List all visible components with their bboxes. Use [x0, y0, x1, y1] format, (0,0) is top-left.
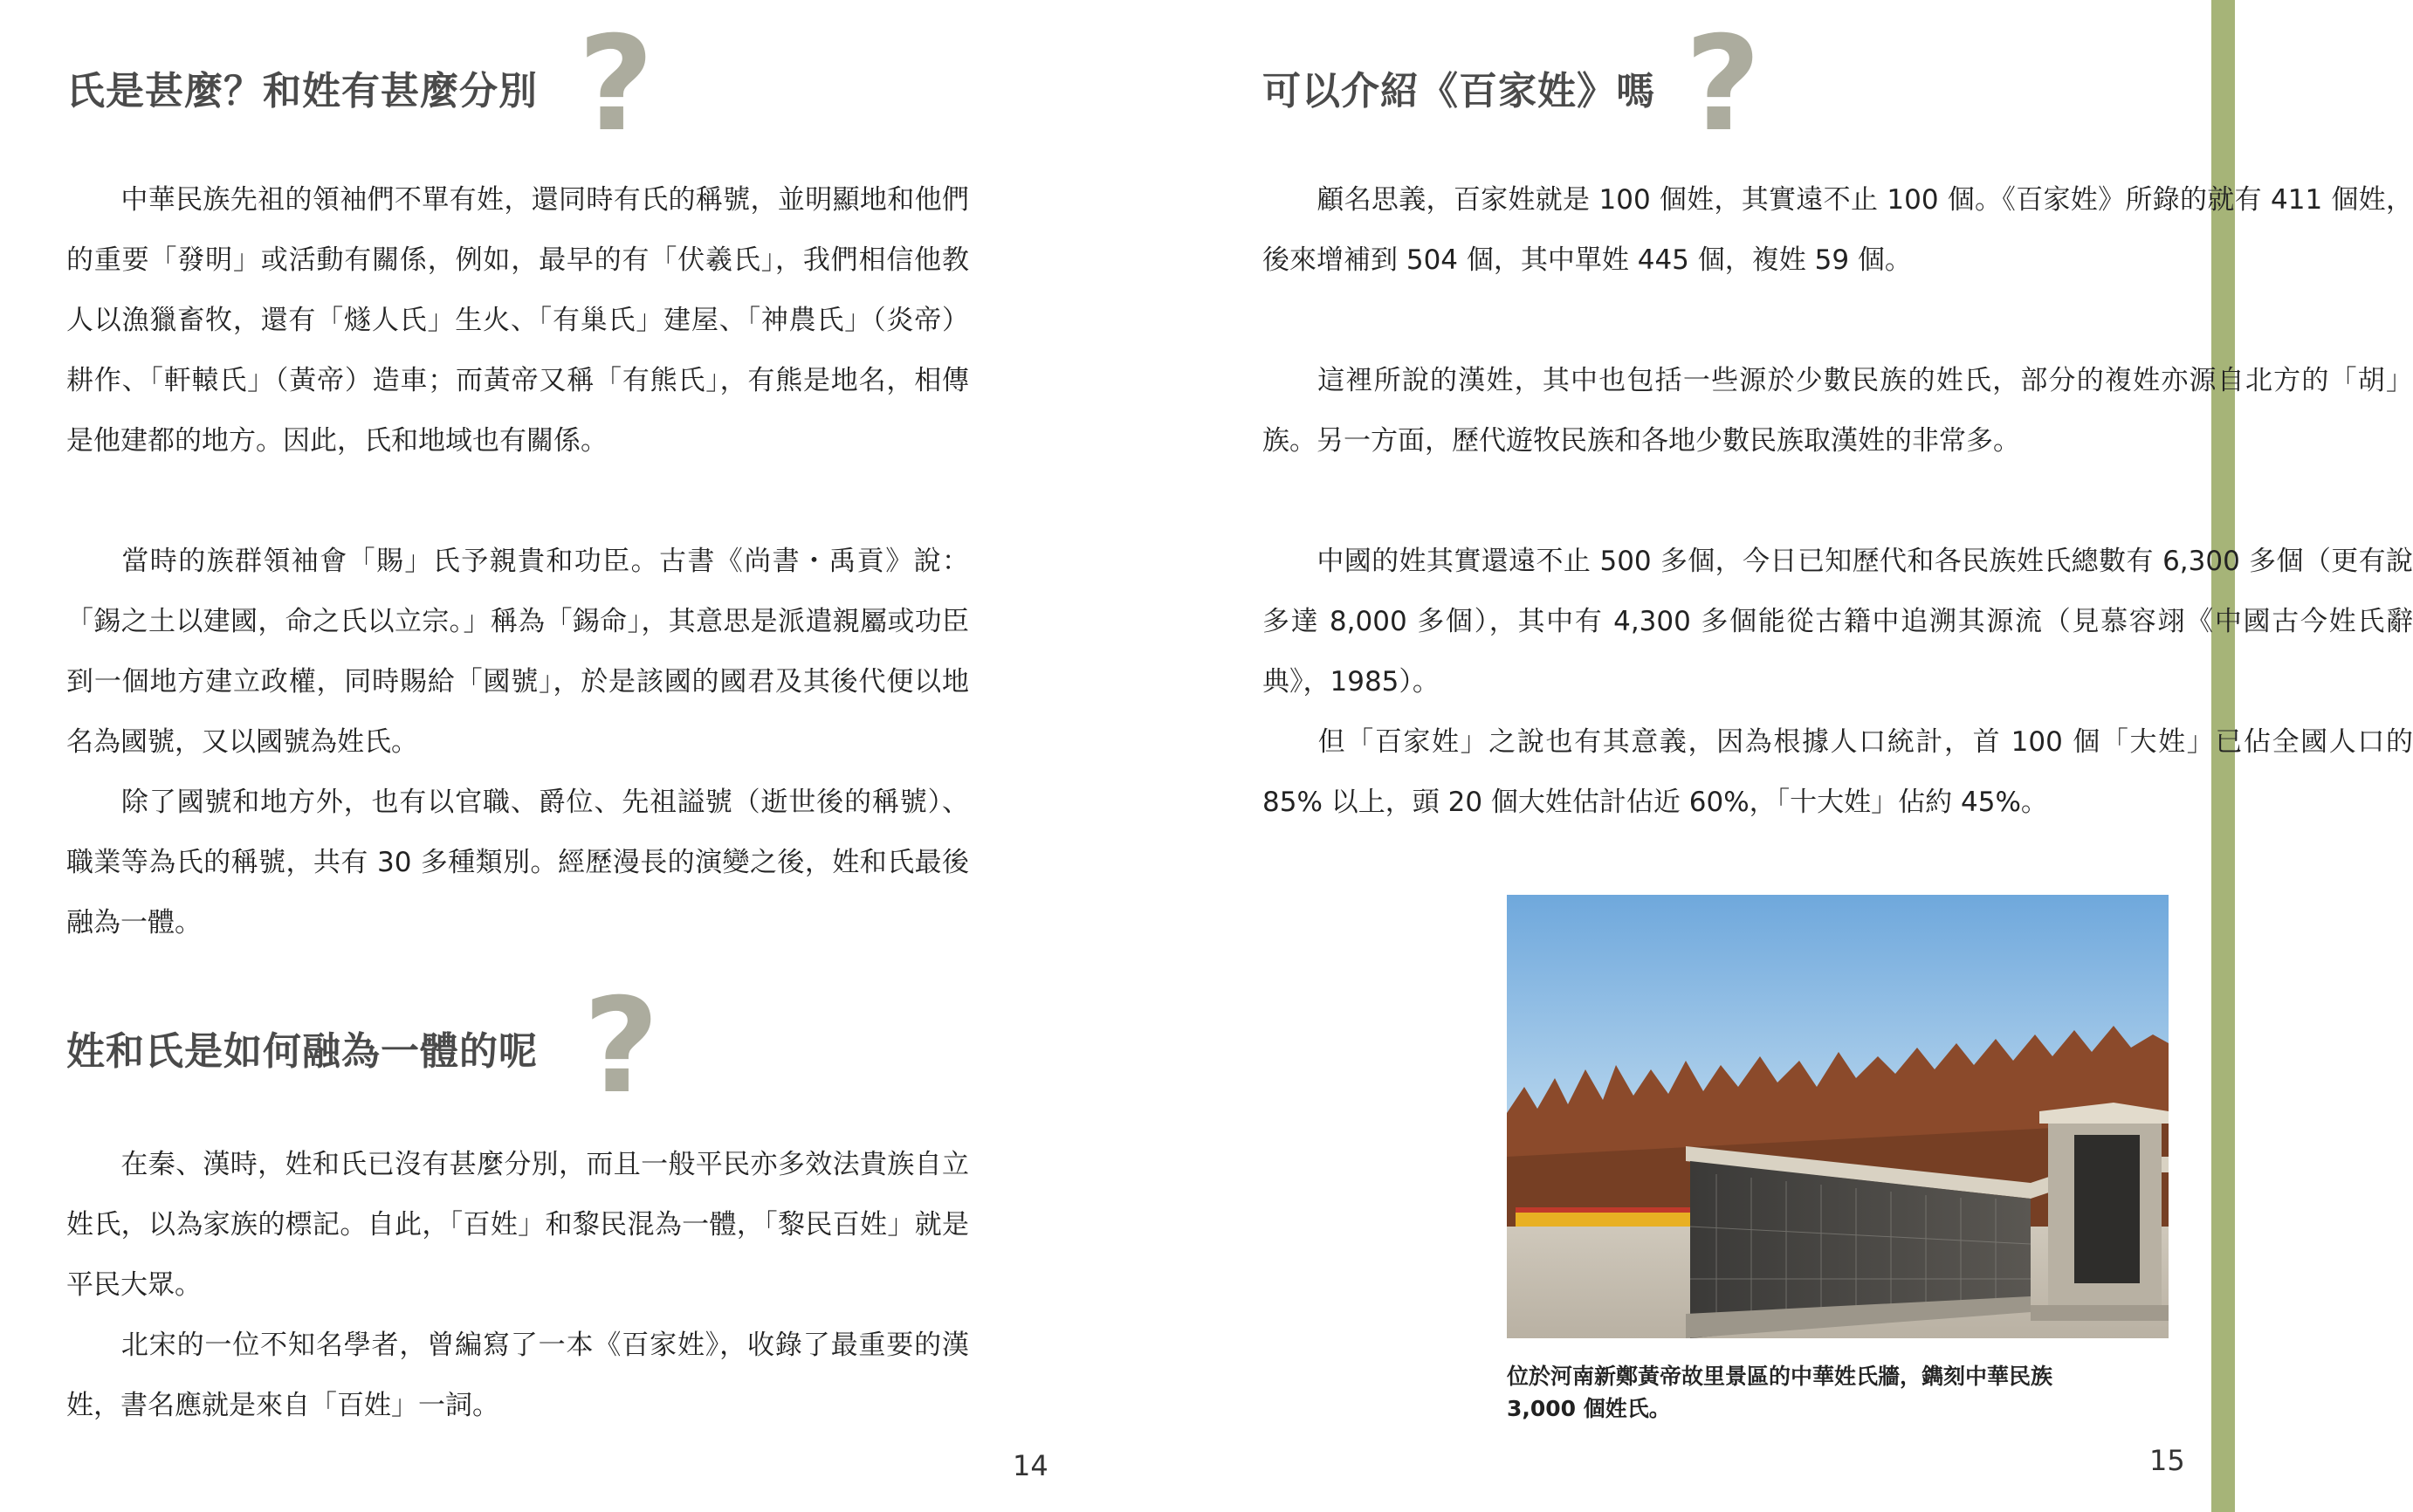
paragraph: 在秦、漢時，姓和氏已沒有甚麼分別，而且一般平民亦多效法貴族自立姓氏，以為家族的標記。自此，「百姓」和黎民混為一體，「黎民百姓」就是平民大眾。: [66, 1149, 969, 1301]
paragraph: 這裡所說的漢姓，其中也包括一些源於少數民族的姓氏，部分的複姓亦源自北方的「胡」族。另一方面，歷代遊牧民族和各地少數民族取漢姓的非常多。: [1262, 365, 2413, 457]
paragraph: 當時的族群領袖會「賜」氏予親貴和功臣。古書《尚書・禹貢》說：「錫之土以建國，命之氏以立宗。」稱為「錫命」，其意思是派遣親屬或功臣到一個地方建立政權，同時賜給「國號」，於是該國的國君及其後代便以地名為國號，又以國號為姓氏。: [66, 546, 969, 758]
page-number: 14: [1013, 1449, 1048, 1482]
page-number: 15: [2149, 1444, 2185, 1477]
surname-wall-photo: [1507, 895, 2169, 1338]
paragraph: 中華民族先祖的領袖們不單有姓，還同時有氏的稱號，並明顯地和他們的重要「發明」或活動有關係，例如，最早的有「伏羲氏」，我們相信他教人以漁獵畜牧，還有「燧人氏」生火、「有巢氏」建屋、「神農氏」（炎帝）耕作、「軒轅氏」（黃帝）造車；而黃帝又稱「有熊氏」，有熊是地名，相傳是他建都的地方。因此，氏和地域也有關係。: [66, 184, 969, 457]
section-heading-merge: 姓和氏是如何融為一體的呢: [66, 1029, 538, 1074]
section-heading-hundred-surnames: 可以介紹《百家姓》嗎: [1262, 69, 1655, 113]
photo-caption: 位於河南新鄭黃帝故里景區的中華姓氏牆，鐫刻中華民族 3,000 個姓氏。: [1507, 1364, 2053, 1421]
paragraph: 除了國號和地方外，也有以官職、爵位、先祖謚號（逝世後的稱號）、職業等為氏的稱號，共有 30 多種類別。經歷漫長的演變之後，姓和氏最後融為一體。: [66, 787, 969, 938]
paragraph: 但「百家姓」之說也有其意義，因為根據人口統計，首 100 個「大姓」已佔全國人口的 85% 以上，頭 20 個大姓估計佔近 60%，「十大姓」佔約 45%。: [1262, 726, 2413, 818]
paragraph: 北宋的一位不知名學者，曾編寫了一本《百家姓》，收錄了最重要的漢姓，書名應就是來自「百姓」一詞。: [66, 1330, 969, 1421]
question-mark-icon: ?: [583, 971, 660, 1123]
left-page: [0, 0, 1117, 1512]
question-mark-icon: ?: [578, 9, 655, 161]
paragraph: 中國的姓其實還遠不止 500 多個，今日已知歷代和各民族姓氏總數有 6,300 多個（更有說多達 8,000 多個），其中有 4,300 多個能從古籍中追溯其源流（見慕容翊《中國古今姓氏辭典》，1985）。: [1262, 546, 2413, 698]
paragraph: 顧名思義，百家姓就是 100 個姓，其實遠不止 100 個。《百家姓》所錄的就有 411 個姓，後來增補到 504 個，其中單姓 445 個，複姓 59 個。: [1262, 184, 2413, 276]
right-page: [1117, 0, 2413, 1512]
section-heading-surname-clan: 氏是甚麼？和姓有甚麼分別: [66, 69, 538, 113]
question-mark-icon: ?: [1685, 9, 1762, 161]
